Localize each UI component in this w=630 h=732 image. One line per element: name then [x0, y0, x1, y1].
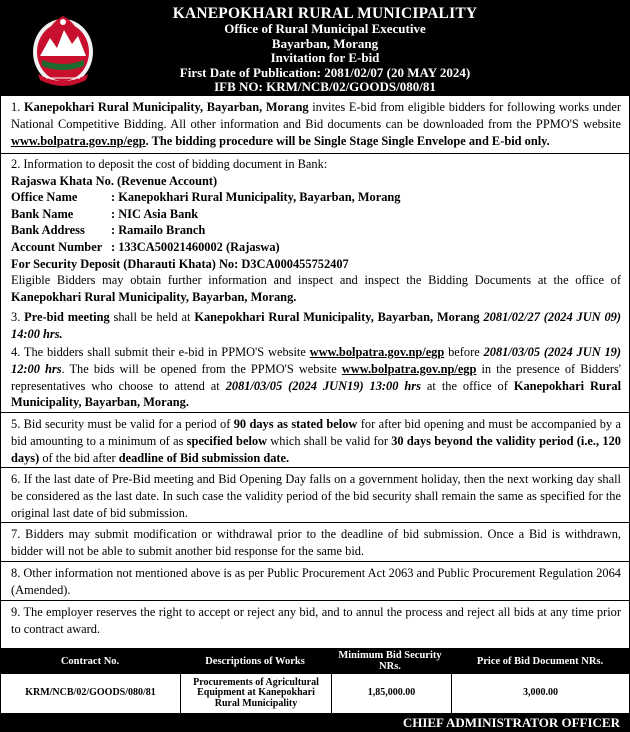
header-bid-security: Minimum Bid Security NRs.	[338, 650, 442, 672]
submission-deadline: 2081/03/05 (2024 JUN 19) 12:00 hrs	[11, 345, 621, 376]
p5-text3: which shall be valid for	[267, 433, 392, 448]
bid-security-amount: 1,85,000.00	[367, 687, 416, 699]
p5-text2: for after bid opening and must be accompanied by a bid amounting to a minimum of as	[11, 417, 621, 448]
paragraph-4	[11, 344, 621, 411]
divider	[1, 522, 629, 523]
bolpatra-link[interactable]: www.bolpatra.gov.np/egp	[11, 133, 146, 148]
p5-deadline: deadline of Bid submission date.	[118, 450, 290, 465]
p5-specified: specified below	[186, 433, 268, 448]
p3-lead: 3.	[11, 310, 25, 324]
paragraph-1	[11, 99, 621, 149]
p4-text2: before	[444, 345, 484, 359]
work-description: Procurements of Agricultural Equipment at Kanepokhari Rural Municipality	[193, 676, 319, 709]
p4-text1: 4. The bidders shall submit their e-bid in PPMO'S website	[11, 345, 310, 359]
municipality-name: KANEPOKHARI RURAL MUNICIPALITY	[172, 5, 478, 22]
egp-link-2[interactable]: www.bolpatra.gov.np/egp	[341, 361, 477, 376]
p1-text2: . The bidding procedure will be Single Stage Single Envelope and E-bid only.	[145, 133, 550, 148]
office-name-value: : Kanepokhari Rural Municipality, Bayarban, Morang	[111, 190, 401, 205]
table-header	[0, 648, 630, 674]
paragraph-3	[11, 309, 621, 343]
p2-intro: 2. Information to deposit the cost of bidding document in Bank:	[11, 157, 328, 171]
security-deposit: For Security Deposit (Dharauti Khata) No: D3CA000455752407	[11, 256, 349, 271]
notice-type: Invitation for E-bid	[270, 50, 380, 65]
p3-datetime: 2081/02/27 (2024 JUN 09) 14:00 hrs.	[11, 310, 621, 341]
divider	[1, 153, 629, 154]
notice-body	[0, 96, 630, 648]
p3-venue: Kanepokhari Rural Municipality, Bayarban, Morang	[194, 310, 480, 324]
account-number-value: : 133CA50021460002 (Rajaswa)	[111, 239, 280, 254]
bank-address-label: Bank Address	[11, 223, 85, 238]
paragraph-6: 6. If the last date of Pre-Bid meeting and Bid Opening Day falls on a government holiday, then the next working day shall be considered as the last date. In such case the validity period of the bid security shall remain the same as specified for the original last date of bid submission.	[11, 472, 621, 520]
p1-text1: invites E-bid from eligible bidders for following works under National Competitive Bidding. All other information and Bid documents can be downloaded from the PPMO'S website	[11, 100, 621, 131]
bank-name-value: : NIC Asia Bank	[111, 206, 199, 221]
pre-bid-meeting: Pre-bid meeting	[24, 310, 110, 324]
header-text	[110, 5, 540, 95]
notice-header	[0, 0, 630, 96]
nepal-emblem-icon	[30, 8, 96, 88]
p5-validity: 90 days as stated below	[233, 417, 358, 431]
egp-link-1[interactable]: www.bolpatra.gov.np/egp	[309, 345, 445, 359]
bank-name-label: Bank Name	[11, 206, 74, 221]
publication-date: First Date of Publication: 2081/02/07 (20 MAY 2024)	[179, 64, 471, 80]
paragraph-5	[11, 416, 621, 466]
signatory: CHIEF ADMINISTRATOR OFFICER	[0, 713, 630, 732]
p1-name: Kanepokhari Rural Municipality, Bayarban, Morang	[23, 100, 309, 114]
office-location: Bayarban, Morang	[271, 35, 379, 51]
eligible-office: Kanepokhari Rural Municipality, Bayarban, Morang.	[11, 289, 297, 304]
paragraph-9: 9. The employer reserves the right to accept or reject any bid, and to annul the process and reject all bids at any time prior to contract award.	[11, 605, 621, 636]
p5-text4: of the bid after	[39, 450, 119, 465]
header-description: Descriptions of Works	[205, 655, 305, 667]
header-document-price: Price of Bid Document NRs.	[476, 655, 604, 667]
p4-text3: . The bids will be opened from the PPMO'S website	[61, 361, 342, 376]
p5-extension: 30 days beyond the validity period (i.e., 120 days)	[11, 433, 621, 465]
p4-text4: in the presence of Bidders' representatives who choose to attend at	[11, 361, 622, 393]
document-price: 3,000.00	[523, 687, 558, 699]
p1-lead: 1.	[11, 100, 24, 114]
opening-datetime: 2081/03/05 (2024 JUN19) 13:00 hrs	[225, 378, 421, 393]
ifb-number: IFB NO: KRM/NCB/02/GOODS/080/81	[214, 79, 436, 94]
p4-venue: Kanepokhari Rural Municipality, Bayarban, Morang.	[11, 378, 622, 410]
paragraph-8: 8. Other information not mentioned above is as per Public Procurement Act 2063 and Public Procurement Regulation 2064 (Amended).	[11, 566, 621, 597]
revenue-account-label: Rajaswa Khata No. (Revenue Account)	[11, 173, 218, 188]
table-row	[0, 674, 630, 714]
eligible-text: Eligible Bidders may obtain further information and inspect and inspect the Bidding Documents at the office of	[11, 273, 621, 288]
contract-number: KRM/NCB/02/GOODS/080/81	[25, 687, 156, 699]
paragraph-2	[11, 156, 621, 305]
header-contract-no: Contract No.	[60, 655, 120, 667]
p3-text1: shall be held at	[109, 310, 195, 324]
paragraph-7: 7. Bidders may submit modification or withdrawal prior to the deadline of bid submission. Once a Bid is withdrawn, bidder will not be able to submit another bid response for the same bid.	[11, 527, 621, 558]
account-number-label: Account Number	[11, 239, 103, 254]
p4-text5: at the office of	[420, 378, 514, 393]
p5-text1: 5. Bid security must be valid for a period of	[11, 417, 234, 431]
divider	[1, 561, 629, 562]
divider	[1, 412, 629, 413]
office-name-label: Office Name	[11, 190, 78, 205]
divider	[1, 467, 629, 468]
divider	[1, 600, 629, 601]
office-name: Office of Rural Municipal Executive	[224, 21, 426, 36]
bank-address-value: : Ramailo Branch	[111, 223, 206, 238]
